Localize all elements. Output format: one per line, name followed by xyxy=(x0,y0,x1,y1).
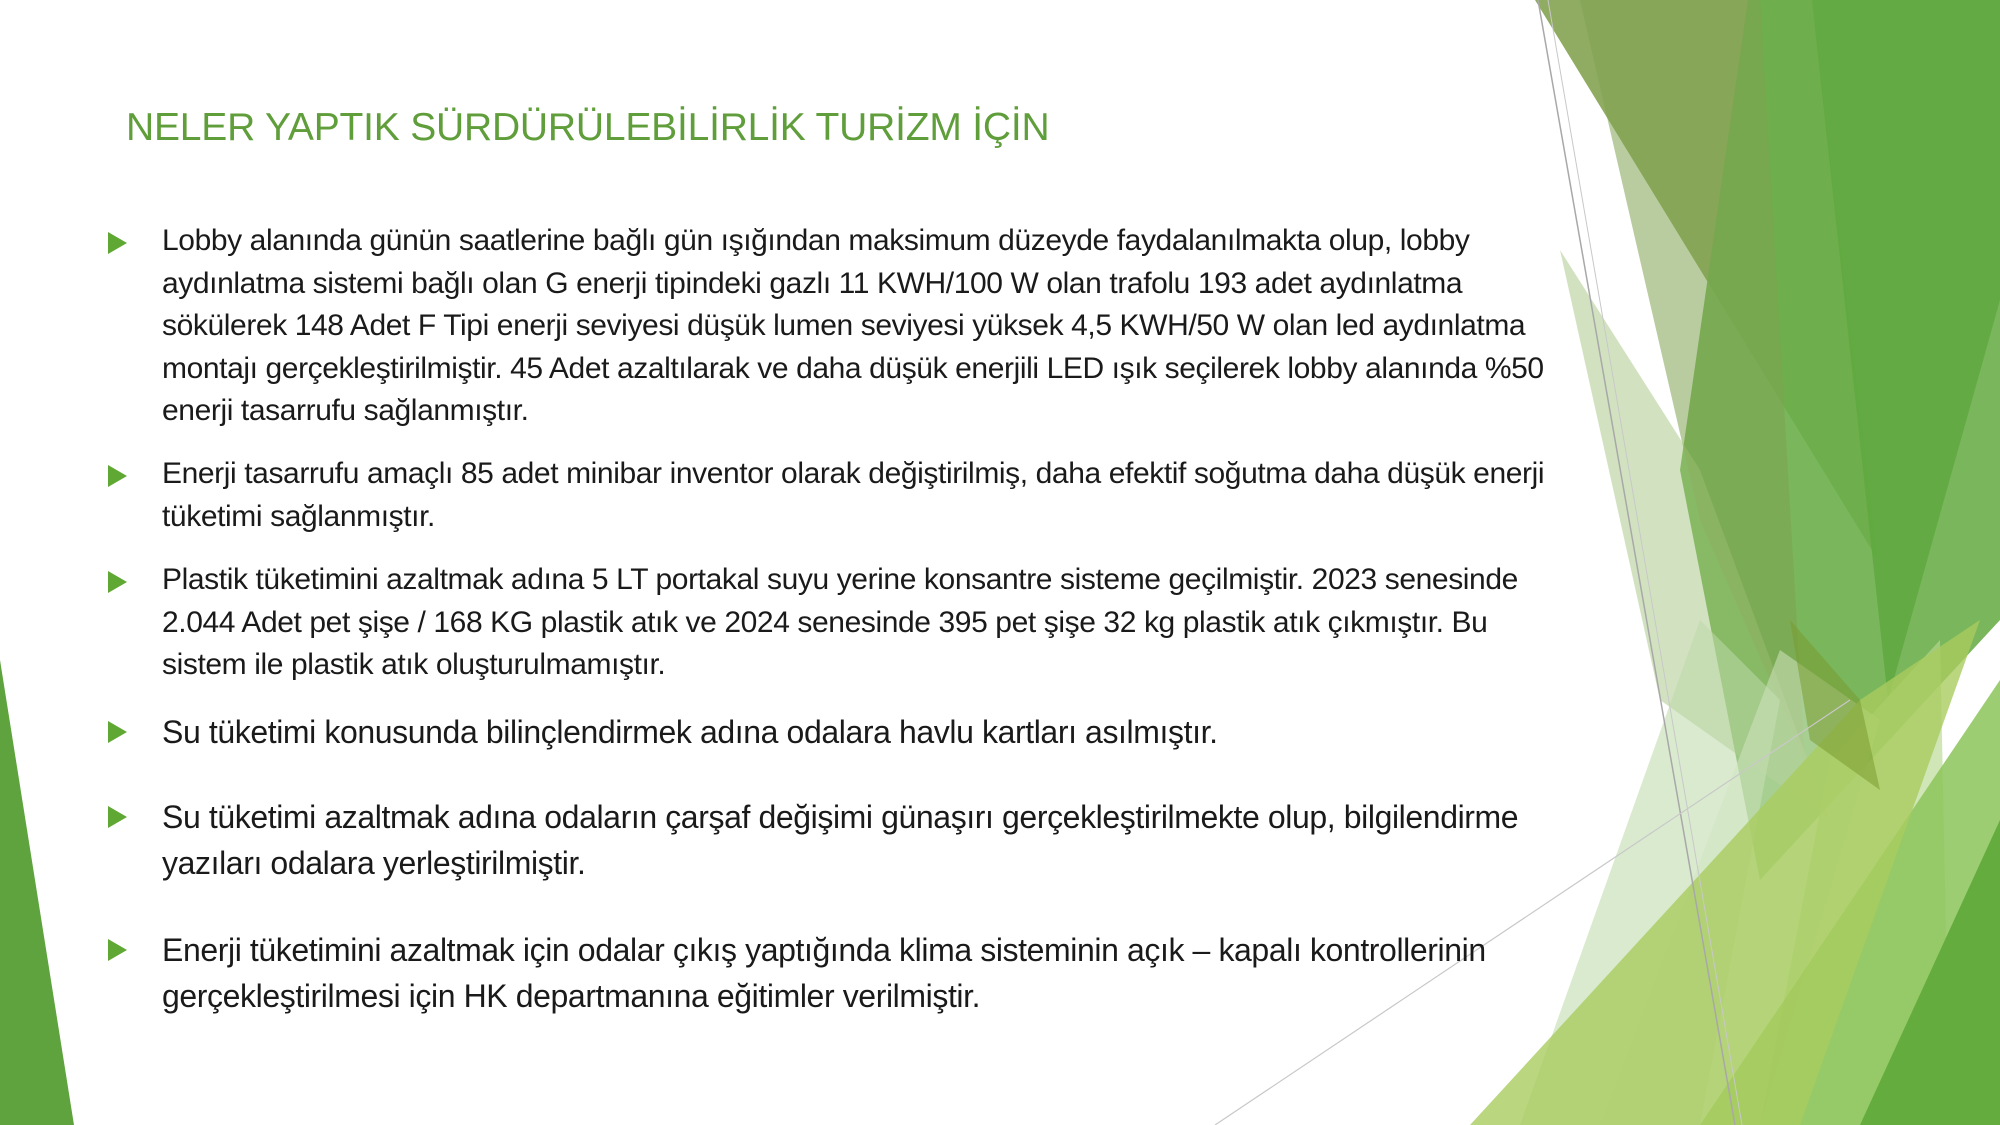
bullet-text: Lobby alanında günün saatlerine bağlı gün ışığından maksimum düzeyde faydalanılmakta olup, lobby aydınlatma sistemi bağlı olan G enerji tipindeki gazlı 11 KWH/100 W olan trafolu 193 adet aydınlatma sökülerek 148 Adet F Tipi enerji seviyesi düşük lumen seviyesi yüksek 4,5 KWH/50 W olan led aydınlatma montajı gerçekleştirilmiştir. 45 Adet azaltılarak ve daha düşük enerjili LED ışık seçilerek lobby alanında %50 enerji tasarrufu sağlanmıştır. xyxy=(162,224,1544,428)
slide-title: NELER YAPTIK SÜRDÜRÜLEBİLİRLİK TURİZM İÇİN xyxy=(126,106,1050,149)
bullet-text: Enerji tasarrufu amaçlı 85 adet minibar inventor olarak değiştirilmiş, daha efektif soğutma daha düşük enerji tüketimi sağlanmıştır. xyxy=(162,457,1545,533)
triangle-bullet-icon xyxy=(108,571,127,593)
bullet-text: Su tüketimi azaltmak adına odaların çarşaf değişimi günaşırı gerçekleştirilmekte olup, bilgilendirme yazıları odalara yerleştirilmiştir. xyxy=(162,799,1519,881)
bullet-list xyxy=(106,0,1566,1125)
triangle-bullet-icon xyxy=(108,232,127,254)
triangle-bullet-icon xyxy=(108,721,127,743)
bullet-text: Plastik tüketimini azaltmak adına 5 LT portakal suyu yerine konsantre sisteme geçilmiştir. 2023 senesinde 2.044 Adet pet şişe / 168 KG plastik atık ve 2024 senesinde 395 pet şişe 32 kg plastik atık çıkmıştır. Bu sistem ile plastik atık oluşturulmamıştır. xyxy=(162,563,1518,682)
triangle-bullet-icon xyxy=(108,806,127,828)
bullet-text: Enerji tüketimini azaltmak için odalar çıkış yaptığında klima sisteminin açık – kapalı kontrollerinin gerçekleştirilmesi için HK departmanına eğitimler verilmiştir. xyxy=(162,932,1486,1014)
bullet-text: Su tüketimi konusunda bilinçlendirmek adına odalara havlu kartları asılmıştır. xyxy=(162,714,1218,750)
triangle-bullet-icon xyxy=(108,939,127,961)
triangle-bullet-icon xyxy=(108,465,127,487)
